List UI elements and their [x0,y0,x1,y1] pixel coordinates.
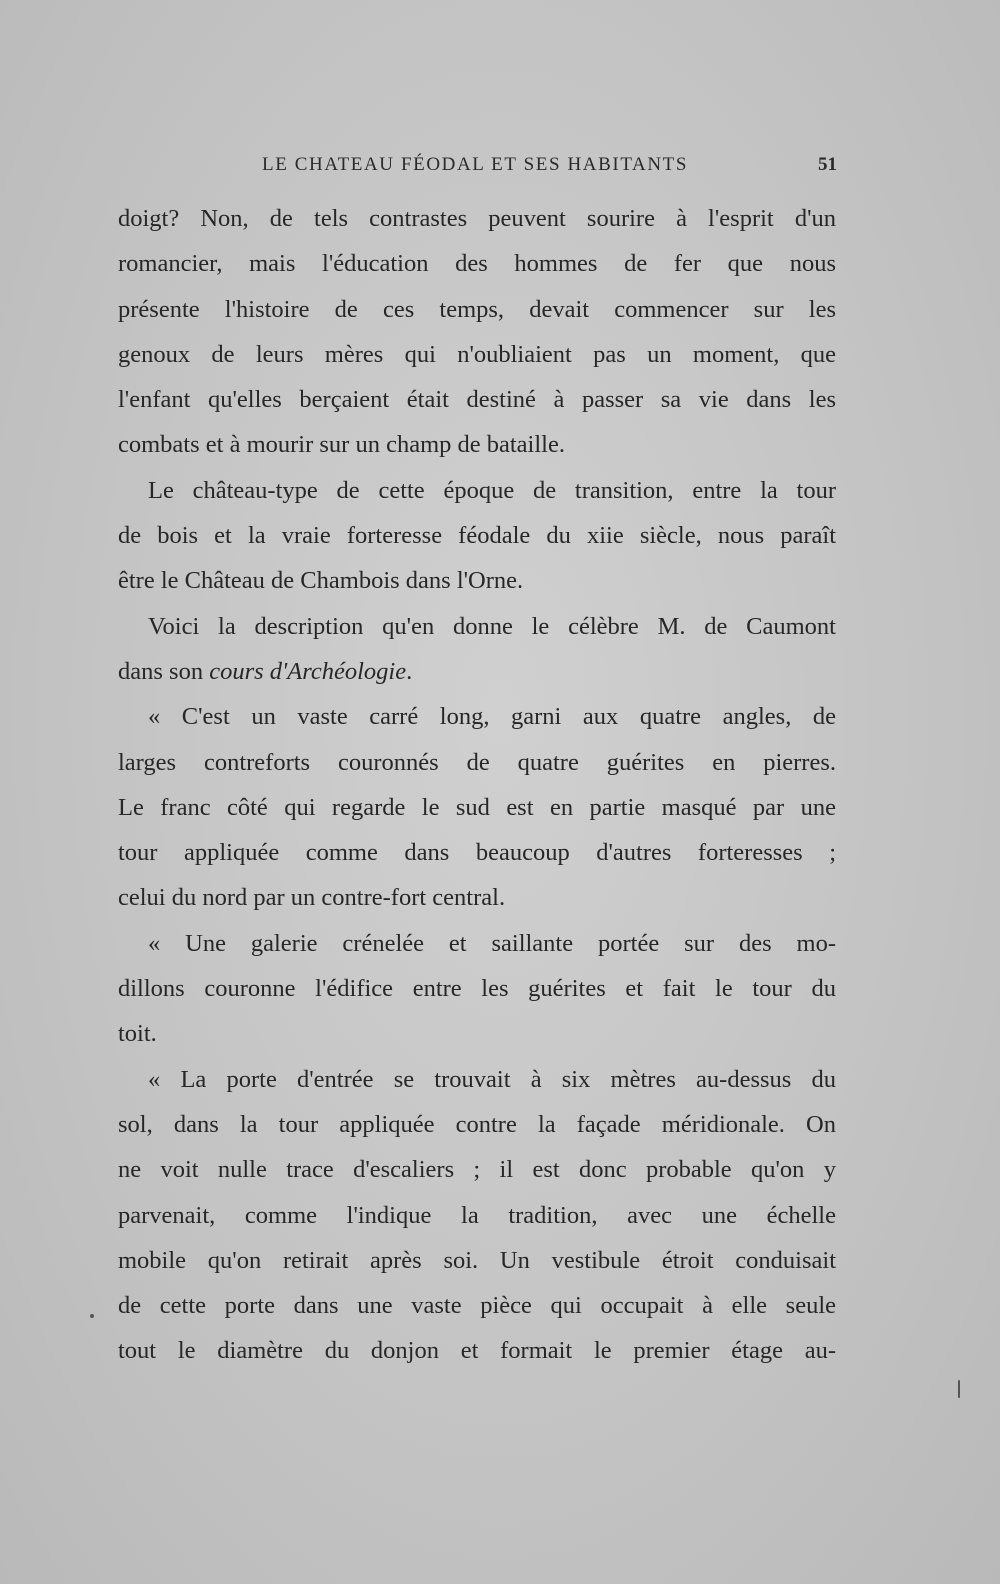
body-text [118,196,836,1374]
text-line: l'enfant qu'elles berçaient était destiné à passer sa vie dans les [118,386,836,414]
paragraph-start-line: Le château-type de cette époque de transition, entre la tour [148,476,836,504]
text-line: ne voit nulle trace d'escaliers ; il est donc probable qu'on y [118,1156,836,1184]
text-line: être le Château de Chambois dans l'Orne. [118,567,524,595]
text-line [118,649,836,694]
paragraph-start-line: « Une galerie crénelée et saillante portée sur des mo- [148,929,836,957]
text-line: celui du nord par un contre-fort central. [118,884,506,912]
paper-speck [90,1314,94,1318]
paragraph-start-line: Voici la description qu'en donne le célèbre M. de Caumont [148,612,836,640]
text-line: genoux de leurs mères qui n'oubliaient pas un moment, que [118,340,836,368]
book-title: cours d'Archéologie [209,657,407,685]
text-line: doigt? Non, de tels contrastes peuvent sourire à l'esprit d'un [118,205,836,232]
text-line: combats et à mourir sur un champ de bataille. [118,431,565,459]
text-fragment: dans son [118,657,210,685]
paragraph-start-line: « La porte d'entrée se trouvait à six mètres au-dessus du [148,1065,836,1093]
paragraph-start-line: « C'est un vaste carré long, garni aux quatre angles, de [148,703,836,731]
text-line: tour appliquée comme dans beaucoup d'autres forteresses ; [118,839,836,867]
text-line: larges contreforts couronnés de quatre guérites en pierres. [118,748,836,776]
running-title: LE CHATEAU FÉODAL ET SES HABITANTS [262,154,689,175]
text-line: sol, dans la tour appliquée contre la façade méridionale. On [118,1110,836,1138]
paper-speck [958,1380,960,1398]
text-line: toit. [118,1020,157,1048]
text-line: romancier, mais l'éducation des hommes de fer que nous [118,250,836,278]
text-fragment: . [406,657,413,685]
text-line: présente l'histoire de ces temps, devait commencer sur les [118,295,836,323]
text-line: de bois et la vraie forteresse féodale du xiie siècle, nous paraît [118,522,836,550]
text-line: dillons couronne l'édifice entre les guérites et fait le tour du [118,975,836,1003]
page-number: 51 [818,154,837,175]
text-line: Le franc côté qui regarde le sud est en partie masqué par une [118,793,836,821]
text-line: tout le diamètre du donjon et formait le premier étage au- [118,1337,836,1365]
text-line: de cette porte dans une vaste pièce qui occupait à elle seule [118,1292,836,1320]
text-line: mobile qu'on retirait après soi. Un vestibule étroit conduisait [118,1246,836,1274]
running-head [262,154,837,184]
text-line: parvenait, comme l'indique la tradition, avec une échelle [118,1201,836,1229]
